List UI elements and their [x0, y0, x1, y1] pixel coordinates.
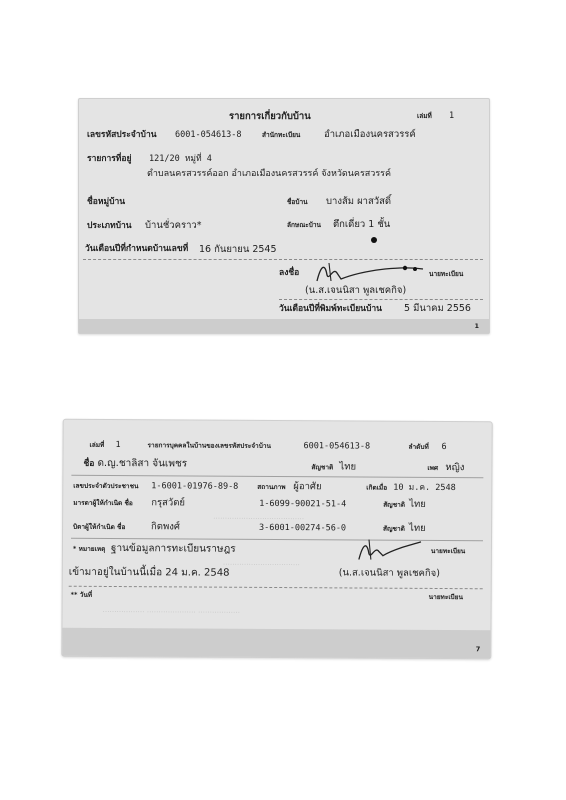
- house-details-card: [78, 98, 490, 334]
- house-style-value: ตึกเดี่ยว 1 ชั้น: [333, 219, 391, 230]
- person-record-card: [61, 419, 492, 660]
- house-style-label: ลักษณะบ้าน: [287, 221, 321, 229]
- house-name-label: ชื่อบ้าน: [287, 198, 308, 206]
- book-number: 1: [449, 111, 455, 121]
- address-label: รายการที่อยู่: [87, 154, 132, 164]
- office-label: สำนักทะเบียน: [262, 131, 301, 139]
- print-date-value: 5 มีนาคม 2556: [404, 303, 471, 314]
- print-date-label: วันเดือนปีที่พิมพ์ทะเบียนบ้าน: [279, 304, 382, 314]
- page-number: 1: [474, 321, 479, 330]
- mother-id: 1-6099-90021-51-4: [259, 498, 347, 510]
- father-nationality-label: สัญชาติ: [383, 524, 405, 533]
- house-type-label: ประเภทบ้าน: [87, 221, 132, 231]
- address-line1: 121/20 หมู่ที่ 4: [149, 154, 212, 164]
- status-label: สถานภาพ: [257, 482, 286, 492]
- father-nationality-value: ไทย: [409, 522, 426, 534]
- assign-date-value: 16 กันยายน 2545: [199, 244, 277, 255]
- card-bottom-band: [79, 319, 489, 333]
- address-line2: ตำบลนครสวรรค์ออก อำเภอเมืองนครสวรรค์ จังหวัดนครสวรรค์: [147, 169, 392, 179]
- father-id: 3-6001-00274-56-0: [259, 522, 347, 534]
- mother-nationality-value: ไทย: [409, 498, 426, 510]
- registrar-name: (น.ส.เจนนิสา พูลเชคกิจ): [338, 567, 440, 579]
- card-bottom-band: [62, 628, 490, 659]
- registrar-title: นายทะเบียน: [430, 546, 466, 556]
- divider-line: [71, 475, 483, 479]
- remark-value: ฐานข้อมูลการทะเบียนราษฎร: [110, 542, 236, 555]
- house-id-value: 6001-054613-8: [303, 441, 371, 452]
- sequence-label: ลำดับที่: [408, 442, 429, 451]
- father-name: กิตพงศ์: [151, 521, 180, 533]
- registrar-name: (น.ส.เจนนิสา พูลเชคกิจ): [305, 285, 407, 296]
- faded-print: ……………………………: [222, 558, 300, 568]
- sign-label: ลงชื่อ: [279, 268, 300, 278]
- house-type-value: บ้านชั่วคราว*: [145, 220, 202, 231]
- sex-value: หญิง: [445, 462, 465, 474]
- move-in-date: เข้ามาอยู่ในบ้านนี้เมื่อ 24 ม.ค. 2548: [68, 566, 230, 579]
- office-value: อำเภอเมืองนครสวรรค์: [324, 129, 416, 140]
- mother-nationality-label: สัญชาติ: [383, 500, 406, 509]
- pid-label: เลขประจำตัวประชาชน: [73, 481, 139, 491]
- registrar-title: นายทะเบียน: [429, 270, 464, 278]
- name-label: ชื่อ: [83, 458, 95, 469]
- move-out-label: ** วันที่: [70, 590, 93, 599]
- card-title: รายการเกี่ยวกับบ้าน: [229, 111, 311, 122]
- nationality-value: ไทย: [339, 461, 357, 473]
- pid-value: 1-6001-01976-89-8: [151, 481, 239, 492]
- mother-name: กรุสวัตย์: [151, 497, 185, 509]
- father-label: บิดาผู้ให้กำเนิด ชื่อ: [73, 522, 126, 532]
- ink-dot: [371, 237, 377, 243]
- house-name-value: บางส้ม ผาสวัสดิ์: [326, 196, 392, 207]
- book-label: เล่มที่: [89, 440, 105, 449]
- birth-label: เกิดเมื่อ: [366, 483, 388, 492]
- assign-date-label: วันเดือนปีที่กำหนดบ้านเลขที่: [85, 244, 189, 254]
- village-label: ชื่อหมู่บ้าน: [87, 197, 126, 207]
- mother-label: มารดาผู้ให้กำเนิด ชื่อ: [73, 498, 133, 508]
- status-value: ผู้อาศัย: [293, 481, 322, 493]
- house-members-label: รายการบุคคลในบ้านของเลขรหัสประจำบ้าน: [147, 441, 271, 450]
- house-id-value: 6001-054613-8: [175, 130, 242, 140]
- signature-mark: [311, 259, 431, 285]
- divider-line: [69, 586, 483, 590]
- sex-label: เพศ: [427, 463, 439, 472]
- nationality-label: สัญชาติ: [311, 463, 334, 472]
- signature-mark: [355, 535, 425, 563]
- page-number: 7: [475, 644, 481, 653]
- remark-label: * หมายเหตุ: [72, 544, 106, 553]
- sequence-number: 6: [441, 442, 447, 453]
- faded-print: …………………………………: [213, 512, 305, 522]
- person-name: ด.ญ.ชาลิสา จันเพชร: [97, 457, 188, 470]
- registrar-title: นายทะเบียน: [428, 592, 463, 602]
- birth-date-value: 10 ม.ค. 2548: [393, 482, 456, 494]
- divider-line: [279, 299, 483, 300]
- book-number: 1: [115, 440, 121, 451]
- house-id-label: เลขรหัสประจำบ้าน: [87, 130, 157, 140]
- book-label: เล่มที่: [417, 112, 432, 120]
- faded-print: ……………… ………………… ………………: [102, 605, 241, 615]
